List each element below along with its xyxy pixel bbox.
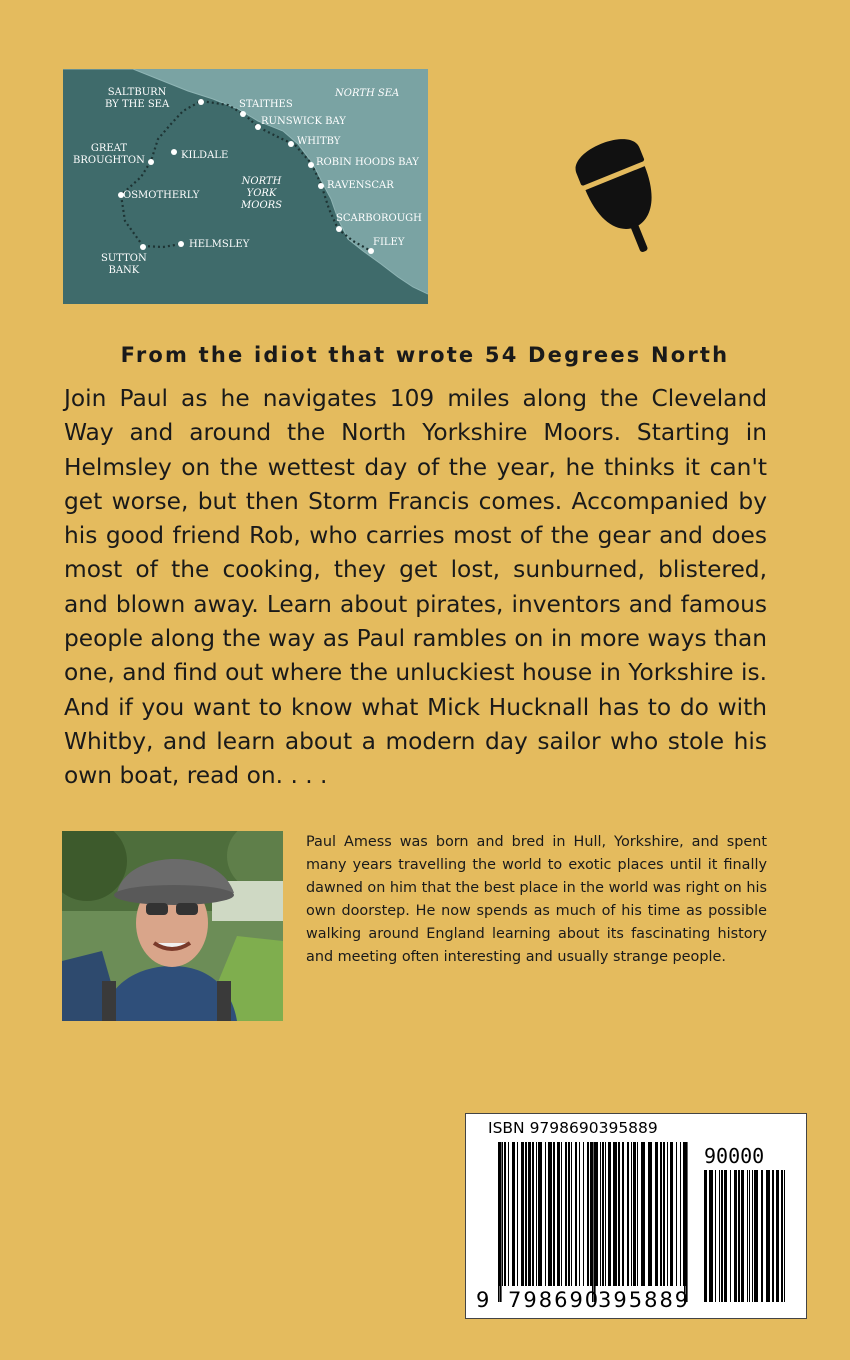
barcode-bar [709,1170,713,1302]
region-north-sea: NORTH SEA [335,88,400,99]
barcode-bar [761,1170,763,1302]
barcode-bar [670,1142,673,1286]
barcode-digits-left: 798690 [508,1288,601,1312]
barcode-bar [532,1142,534,1286]
barcode-bar [766,1170,770,1302]
barcode-bar [724,1170,727,1302]
barcode-bar [553,1142,555,1286]
route-map [63,69,428,304]
barcode-bar [525,1142,527,1286]
barcode-bar [676,1142,677,1286]
barcode-bar [508,1142,509,1286]
barcode-guard-bar [684,1142,686,1302]
barcode-bar [575,1142,577,1286]
place-runswick-bay: RUNSWICK BAY [261,116,346,127]
barcode-bar [536,1142,537,1286]
book-blurb: Join Paul as he navigates 109 miles along the Cleveland Way and around the North Yorkshire Moors. Starting in Helmsley on the wettest day of the year, he thinks it can't get worse, but then Storm Francis comes. Accompanied by his good friend Rob, who carries most of the gear and does most of the cooking, they get lost, sunburned, blistered, and blown away. Learn about pirates, inventors and famous people along the way as Paul rambles on in more ways than one, and find out where the unluckiest house in Yorkshire is. And if you want to know what Mick Hucknall has to do with Whitby, and learn about a modern day sailor who stole his own boat, read on. . . . [64,385,767,790]
place-filey: FILEY [373,237,405,248]
place-staithes: STAITHES [239,99,293,110]
barcode-bar [637,1142,638,1286]
barcode-bar [622,1142,624,1286]
place-saltburn: SALTBURN BY THE SEA [105,87,170,110]
barcode-bar [521,1142,524,1286]
barcode-bar [784,1170,785,1302]
barcode-bar [655,1142,658,1286]
barcode-digit-first: 9 [476,1288,490,1312]
barcode-bar [605,1142,606,1286]
barcode-bar [734,1170,737,1302]
isbn-barcode [465,1113,807,1319]
barcode-bar [721,1170,723,1302]
barcode-bar [517,1142,518,1286]
tagline: From the idiot that wrote 54 Degrees North [120,343,730,367]
barcode-bar [747,1170,748,1302]
barcode-bar [512,1142,515,1286]
barcode-bar [561,1142,562,1286]
barcode-bar [680,1142,681,1286]
barcode-bar [631,1142,632,1286]
barcode-bar [583,1142,584,1286]
place-great-broughton: GREAT BROUGHTON [73,143,145,166]
barcode-bar [667,1142,668,1286]
barcode-bar [545,1142,546,1286]
place-scarborough: SCARBOROUGH [336,213,422,224]
barcode-guard-bar [592,1142,594,1302]
barcode-bar [528,1142,531,1286]
barcode-bar [504,1142,506,1286]
barcode-bar [557,1142,560,1286]
barcode-bar [660,1142,662,1286]
barcode-guard-bar [500,1142,502,1302]
barcode-bar [600,1142,601,1286]
barcode-bar [663,1142,665,1286]
barcode-bar [502,1142,503,1286]
region-north-york-moors: NORTH YORK MOORS [241,176,283,211]
barcode-bar [568,1142,570,1286]
author-bio: Paul Amess was born and bred in Hull, Yorkshire, and spent many years travelling the world to exotic places until it finally dawned on him that the best place in the world was right on his own doorstep. He now spends as much of his time as possible walking around England learning about its fascinating history and meeting often interesting and usually strange people. [306,834,767,966]
barcode-bar [781,1170,783,1302]
barcode-bar [587,1142,589,1286]
barcode-bar [772,1170,774,1302]
barcode-bar [738,1170,740,1302]
author-photo [62,831,283,1021]
barcode-bar [608,1142,611,1286]
barcode-guard-bar [594,1142,596,1302]
barcode-bar [704,1170,707,1302]
barcode-bar [618,1142,620,1286]
barcode-bar [627,1142,629,1286]
barcode-bar [741,1170,744,1302]
barcode-bar [571,1142,572,1286]
barcode-bar [538,1142,542,1286]
barcode-bar [648,1142,652,1286]
barcode-guard-bar [498,1142,500,1302]
barcode-bar [749,1170,750,1302]
place-ravenscar: RAVENSCAR [327,180,394,191]
place-osmotherly: OSMOTHERLY [123,190,200,201]
barcode-bar [719,1170,720,1302]
place-kildale: KILDALE [181,150,229,161]
barcode-digits-right: 395889 [598,1288,691,1312]
barcode-bar [548,1142,552,1286]
barcode-bar [565,1142,567,1286]
barcode-bar [613,1142,617,1286]
barcode-guard-bar [686,1142,688,1302]
isbn-label: ISBN 9798690395889 [488,1119,658,1137]
place-sutton-bank: SUTTON BANK [101,253,147,276]
place-whitby: WHITBY [297,136,341,147]
price-addon: 90000 [704,1144,765,1168]
barcode-bar [730,1170,731,1302]
barcode-bar [752,1170,753,1302]
barcode-bar [776,1170,779,1302]
barcode-bar [579,1142,580,1286]
barcode-bar [633,1142,636,1286]
barcode-bar [641,1142,645,1286]
barcode-bar [754,1170,758,1302]
acorn-icon [570,125,680,275]
place-helmsley: HELMSLEY [189,239,250,250]
barcode-bar [715,1170,716,1302]
place-robin-hoods-bay: ROBIN HOODS BAY [316,157,419,168]
barcode-bar [602,1142,604,1286]
